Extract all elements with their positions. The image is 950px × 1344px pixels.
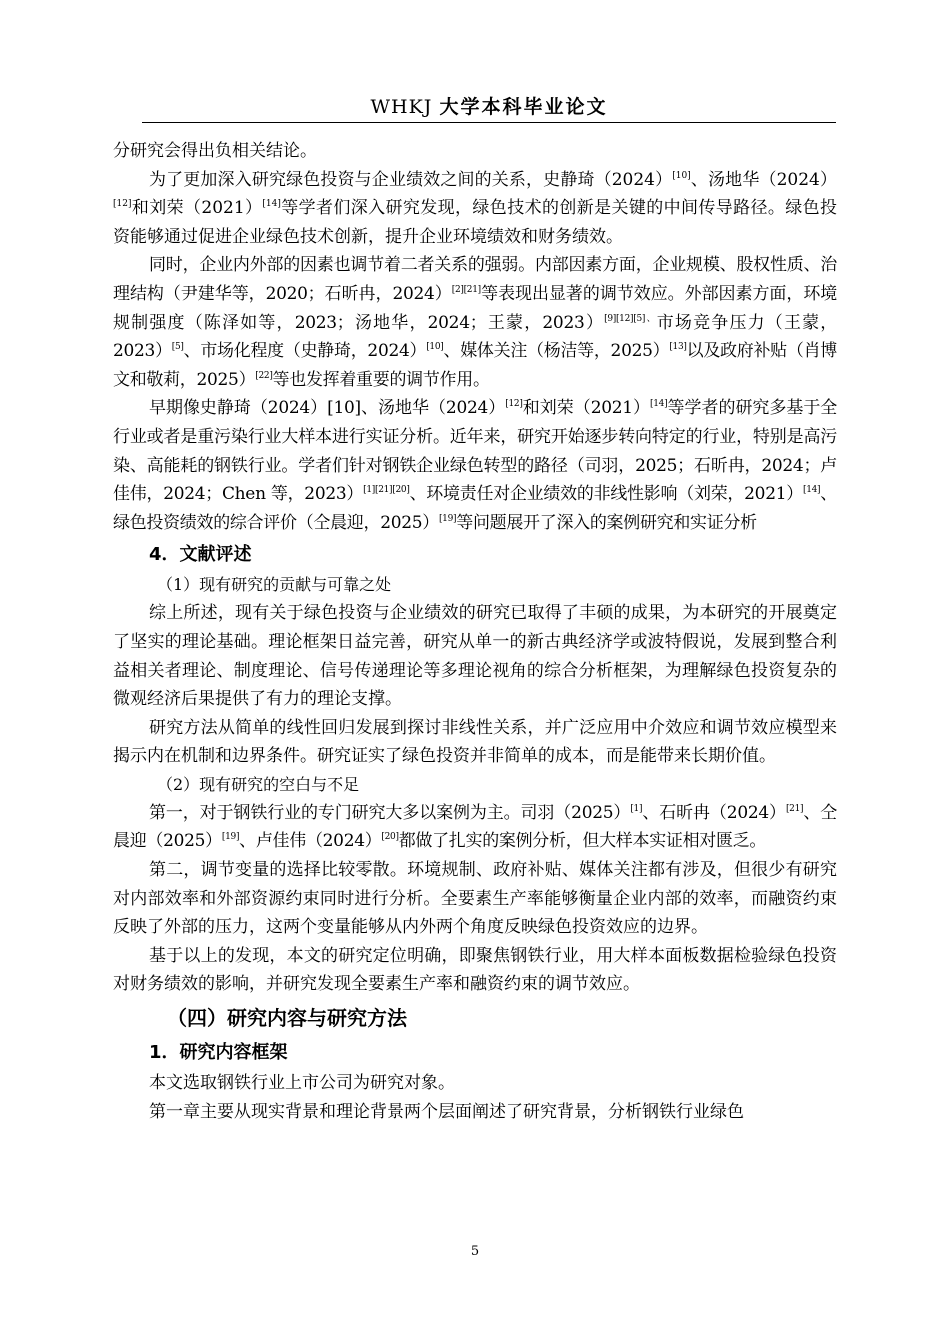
citation: [1]	[630, 803, 643, 814]
paragraph: 分研究会得出负相关结论。	[113, 141, 317, 161]
citation: [10]	[672, 170, 691, 181]
paragraph: 基于以上的发现，本文的研究定位明确，即聚焦钢铁行业，用大样本面板数据检验绿色投资对财务绩效的影响，并研究发现全要素生产率和融资约束的调节效应。	[113, 945, 837, 995]
citation: [9][12][5]、	[604, 313, 657, 324]
citation: [19]	[221, 832, 240, 843]
citation: [21]	[785, 803, 804, 814]
citation: [14]	[650, 399, 668, 410]
citation: [19]	[438, 513, 457, 524]
page-header	[142, 94, 836, 123]
paragraph: 综上所述，现有关于绿色投资与企业绩效的研究已取得了丰硕的成果，为本研究的开展奠定了坚实的理论基础。理论框架日益完善，研究从单一的新古典经济学或波特假说，发展到整合利益相关者理论、制度理论、信号传递理论等多理论视角的综合分析框架，为理解绿色投资复杂的微观经济后果提供了有力的理论支撑。	[113, 603, 837, 710]
paragraph: 本文选取钢铁行业上市公司为研究对象。	[149, 1073, 455, 1094]
citation: [14]	[262, 199, 281, 210]
heading-literature-review: 4．文献评述	[149, 544, 252, 566]
paragraph: 第二，调节变量的选择比较零散。环境规制、政府补贴、媒体关注都有涉及，但很少有研究对内部效率和外部资源约束同时进行分析。全要素生产率能够衡量企业内部的效率，而融资约束反映了外部的压力，这两个变量能够从内外两个角度反映绿色投资效应的边界。	[113, 860, 837, 938]
header-university-title: 大学本科毕业论文	[439, 96, 608, 118]
body-text	[113, 137, 837, 1126]
subheading-gaps: （2）现有研究的空白与不足	[157, 774, 360, 794]
citation: [2][21]	[451, 284, 481, 295]
citation: [12]	[505, 399, 523, 410]
citation: [1][21][20]	[363, 485, 410, 496]
paragraph: 研究方法从简单的线性回归发展到探讨非线性关系，并广泛应用中介效应和调节效应模型来揭示内在机制和边界条件。研究证实了绿色投资并非简单的成本，而是能带来长期价值。	[113, 717, 837, 767]
citation: [5]	[171, 342, 184, 353]
citation: [12]	[113, 199, 132, 210]
header-prefix: WHKJ	[370, 96, 433, 118]
citation: [20]	[381, 832, 399, 843]
paragraph: 第一章主要从现实背景和理论背景两个层面阐述了研究背景，分析钢铁行业绿色	[149, 1101, 744, 1122]
paragraph: 早期像史静琦（2024）[10]、汤地华（2024）[12]和刘荣（2021）[14]等学者的研究多基于全行业或者是重污染行业大样本进行实证分析。近年来，研究开始逐步转向特定的行业，特别是高污染、高能耗的钢铁行业。学者们针对钢铁企业绿色转型的路径（司羽，2025；石昕冉，2024；卢佳伟，2024；Chen 等，2023）[1][21][20]、环境责任对企业绩效的非线性影响（刘荣，2021）[14]、绿色投资绩效的综合评价（仝晨迎，2025）[19]等问题展开了深入的案例研究和实证分析	[113, 398, 837, 533]
header-title	[142, 94, 836, 120]
section-heading-research-content: （四）研究内容与研究方法	[167, 1006, 407, 1031]
citation: [10]	[426, 342, 444, 353]
paragraph: 为了更加深入研究绿色投资与企业绩效之间的关系，史静琦（2024）[10]、汤地华（2024）[12]和刘荣（2021）[14]等学者们深入研究发现，绿色技术的创新是关键的中间传导路径。绿色投资能够通过促进企业绿色技术创新，提升企业环境绩效和财务绩效。	[113, 169, 838, 247]
paragraph: 同时，企业内外部的因素也调节着二者关系的强弱。内部因素方面，企业规模、股权性质、治理结构（尹建华等，2020；石昕冉，2024）[2][21]等表现出显著的调节效应。外部因素方面，环境规制强度（陈泽如等，2023；汤地华，2024；王蒙，2023）$^{[9][12][5]、}$市场竞争压力（王蒙，2023）[5]、市场化程度（史静琦，2024）[10]、媒体关注（杨洁等，2025）[13]以及政府补贴（肖博文和敬莉，2025）[22]等也发挥着重要的调节作用。	[113, 255, 838, 390]
subheading-contributions: （1）现有研究的贡献与可靠之处	[157, 575, 392, 595]
citation: [22]	[255, 370, 273, 381]
heading-research-framework: 1．研究内容框架	[149, 1042, 288, 1064]
page-number: 5	[470, 1244, 480, 1259]
citation: [13]	[669, 342, 687, 353]
paragraph: 第一，对于钢铁行业的专门研究大多以案例为主。司羽（2025）[1]、石昕冉（2024）[21]、仝晨迎（2025）[19]、卢佳伟（2024）[20]都做了扎实的案例分析，但大样本实证相对匮乏。	[113, 802, 838, 852]
citation: [14]	[802, 485, 821, 496]
